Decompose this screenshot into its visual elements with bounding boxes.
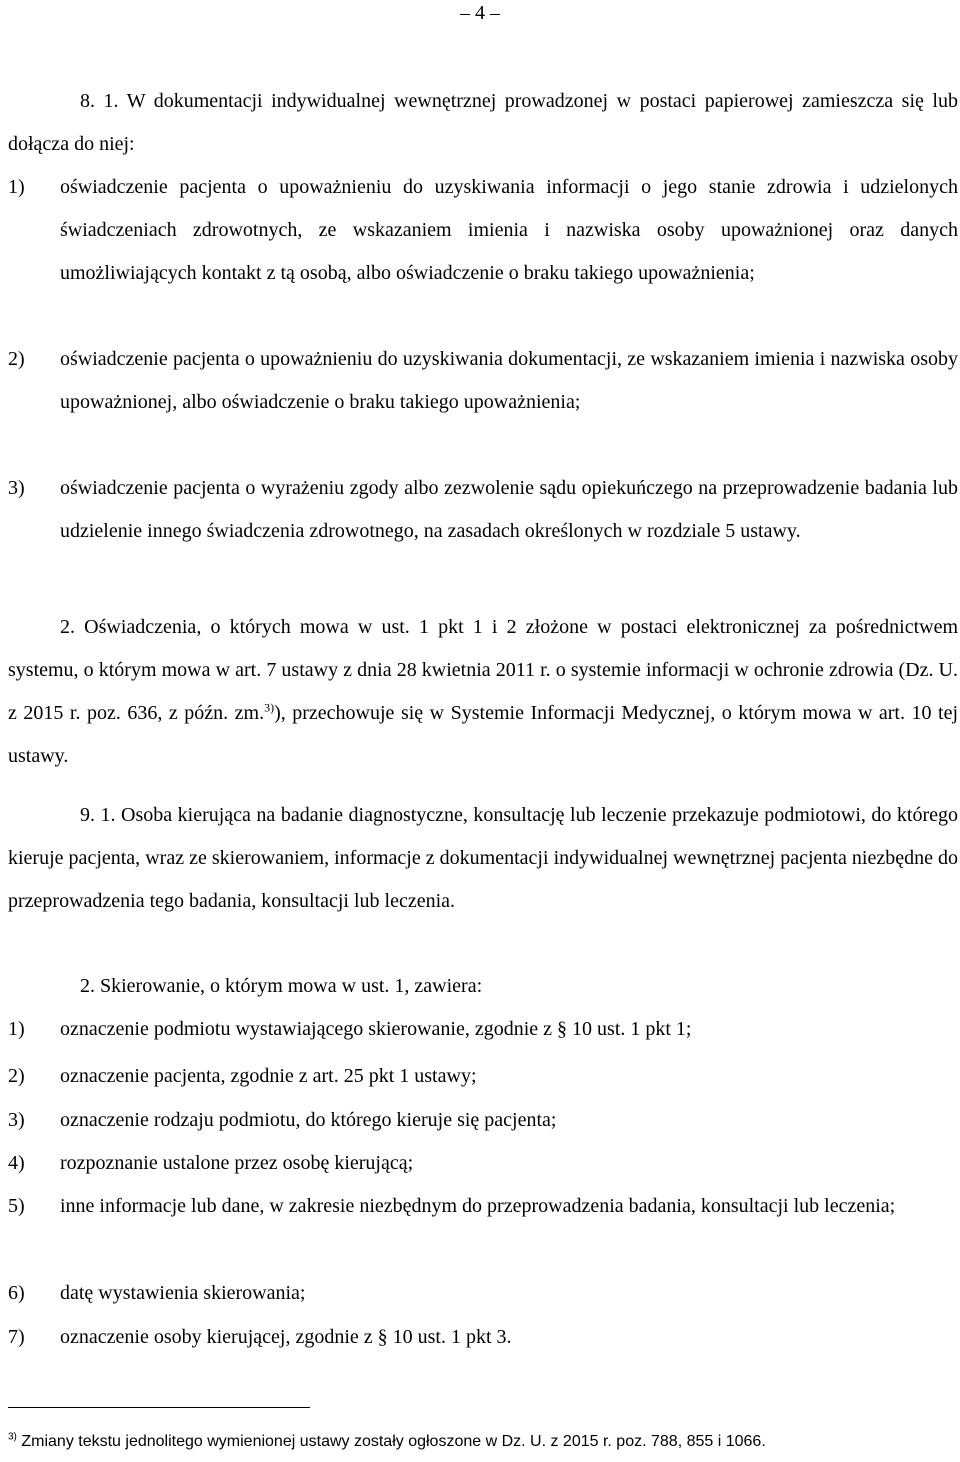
list-item-text: oznaczenie osoby kierującej, zgodnie z § 10 ust. 1 pkt 3.	[60, 1326, 512, 1348]
list-item-text: datę wystawienia skierowania;	[60, 1282, 306, 1304]
section-9-list-item-5	[8, 1185, 958, 1228]
section-9-list-item-2	[8, 1055, 958, 1098]
list-item-number: 6)	[8, 1282, 25, 1304]
page-number: – 4 –	[460, 2, 500, 24]
list-item-text: oznaczenie rodzaju podmiotu, do którego kieruje się pacjenta;	[60, 1109, 557, 1131]
list-item-text: oświadczenie pacjenta o wyrażeniu zgody albo zezwolenie sądu opiekuńczego na przeprowadzenie badania lub udzielenie innego świadczenia zdrowotnego, na zasadach określonych w rozdziale 5 ustawy.	[60, 477, 958, 542]
list-item-number: 1)	[8, 1018, 25, 1040]
list-item-number: 3)	[8, 477, 25, 499]
footnote-reference: 3)	[264, 700, 275, 715]
section-9-paragraph-2: 2. Skierowanie, o którym mowa w ust. 1, zawiera:	[80, 975, 483, 997]
section-9-list-item-4	[8, 1142, 958, 1185]
list-item-number: 5)	[8, 1195, 25, 1217]
list-item-text: inne informacje lub dane, w zakresie niezbędnym do przeprowadzenia badania, konsultacji lub leczenia;	[60, 1195, 896, 1217]
list-item-number: 2)	[8, 1065, 25, 1087]
list-item-number: 3)	[8, 1109, 25, 1131]
paragraph-text-continued: ), przechowuje się w Systemie Informacji Medycznej, o którym mowa w art. 10 tej ustawy.	[8, 702, 959, 767]
section-8-list-item-1	[8, 166, 958, 295]
list-item-text: oświadczenie pacjenta o upoważnieniu do uzyskiwania informacji o jego stanie zdrowia i udzielonych świadczeniach zdrowotnych, ze wskazaniem imienia i nazwiska osoby upoważnionej oraz danych umożliwiających kontakt z tą osobą, albo oświadczenie o braku takiego upoważnienia;	[60, 176, 958, 284]
list-item-text: oświadczenie pacjenta o upoważnieniu do uzyskiwania dokumentacji, ze wskazaniem imienia i nazwiska osoby upoważnionej, albo oświadczenie o braku takiego upoważnienia;	[60, 348, 958, 413]
list-item-text: oznaczenie podmiotu wystawiającego skierowanie, zgodnie z § 10 ust. 1 pkt 1;	[60, 1018, 692, 1040]
section-8-paragraph-1: 8. 1. W dokumentacji indywidualnej wewnętrznej prowadzonej w postaci papierowej zamieszcza się lub dołącza do niej:	[8, 90, 958, 155]
section-8-list-item-2	[8, 338, 958, 424]
list-item-text: oznaczenie pacjenta, zgodnie z art. 25 pkt 1 ustawy;	[60, 1065, 477, 1087]
list-item-number: 2)	[8, 348, 25, 370]
footnote-marker: 3)	[8, 1431, 17, 1443]
section-9-list-item-6	[8, 1272, 958, 1315]
footnote-separator	[8, 1407, 310, 1408]
list-item-number: 4)	[8, 1152, 25, 1174]
footnote-text: Zmiany tekstu jednolitego wymienionej ustawy zostały ogłoszone w Dz. U. z 2015 r. poz. 788, 855 i 1066.	[21, 1433, 766, 1450]
section-9-list-item-7	[8, 1316, 958, 1359]
paragraph-text: 2. Oświadczenia, o których mowa w ust. 1 pkt 1 i 2 złożone w postaci elektronicznej za pośrednictwem systemu, o którym mowa w art. 7 ustawy z dnia 28 kwietnia 2011 r. o systemie informacji w ochronie zdrowia (Dz. U. z 2015 r. poz. 636, z późn. zm.	[8, 616, 958, 724]
section-8-paragraph-2	[8, 606, 958, 778]
list-item-text: rozpoznanie ustalone przez osobę kierującą;	[60, 1152, 414, 1174]
section-8-list-item-3	[8, 467, 958, 553]
list-item-number: 1)	[8, 176, 25, 198]
footnote	[8, 1433, 766, 1451]
section-9-list-item-1	[8, 1008, 958, 1051]
section-9-list-item-3	[8, 1099, 958, 1142]
section-9-paragraph-1: 9. 1. Osoba kierująca na badanie diagnostyczne, konsultację lub leczenie przekazuje podmiotowi, do którego kieruje pacjenta, wraz ze skierowaniem, informacje z dokumentacji indywidualnej wewnętrznej pacjenta niezbędne do przeprowadzenia tego badania, konsultacji lub leczenia.	[8, 804, 958, 912]
list-item-number: 7)	[8, 1326, 25, 1348]
